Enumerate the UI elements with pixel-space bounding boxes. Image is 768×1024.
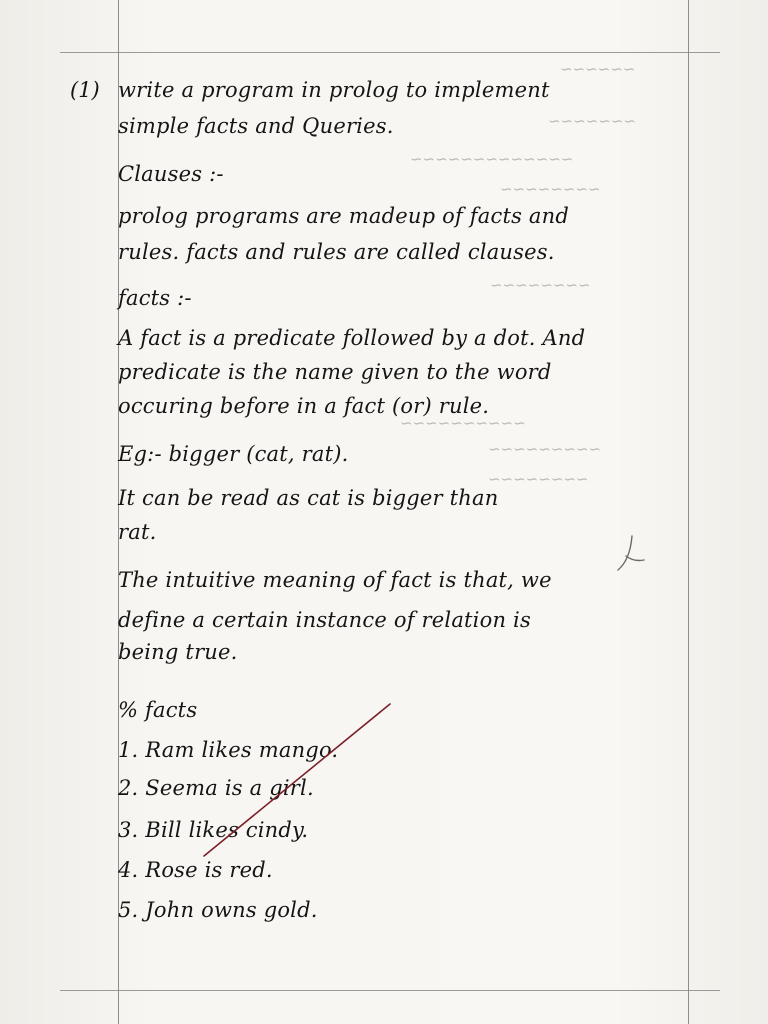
bleed-through-mark: ~~~~~~~~~~~~~ [410,150,574,168]
bleed-through-mark: ~~~~~~~~ [490,276,591,294]
bleed-through-mark: ~~~~~~~~~~ [400,414,526,432]
comment-facts: % facts [118,698,198,722]
fact-item: 5. John owns gold. [118,898,318,922]
text-line: It can be read as cat is bigger than [118,486,499,510]
fact-item: 3. Bill likes cindy. [118,818,309,842]
heading-clauses: Clauses :- [118,162,224,186]
bleed-through-mark: ~~~~~~~~~ [488,440,602,458]
text-line: occuring before in a fact (or) rule. [118,394,490,418]
text-line: rules. facts and rules are called clauses. [118,240,555,264]
fact-item: 2. Seema is a girl. [118,776,314,800]
diagonal-strike-mark [200,700,400,860]
bleed-through-mark: ~~~~~~~ [548,112,636,130]
fact-item: 4. Rose is red. [118,858,273,882]
question-number: (1) [70,78,100,102]
text-line: simple facts and Queries. [118,114,394,138]
bleed-through-mark: ~~~~~~ [560,60,636,78]
heading-facts: facts :- [118,286,192,310]
bleed-through-mark: ~~~~~~~~ [488,470,589,488]
ruled-line [60,990,720,991]
text-line: prolog programs are madeup of facts and [118,204,570,228]
text-line: write a program in prolog to implement [118,78,550,102]
bleed-through-mark: ~~~~~~~~ [500,180,601,198]
text-line: predicate is the name given to the word [118,360,552,384]
text-line: define a certain instance of relation is [118,608,531,632]
text-line: being true. [118,640,238,664]
fact-item: 1. Ram likes mango. [118,738,339,762]
example-line: Eg:- bigger (cat, rat). [118,442,349,466]
text-line: The intuitive meaning of fact is that, we [118,568,552,592]
ruled-line [60,52,720,53]
check-mark-icon [612,530,652,580]
text-line: A fact is a predicate followed by a dot. And [118,326,586,350]
text-line: rat. [118,520,157,544]
